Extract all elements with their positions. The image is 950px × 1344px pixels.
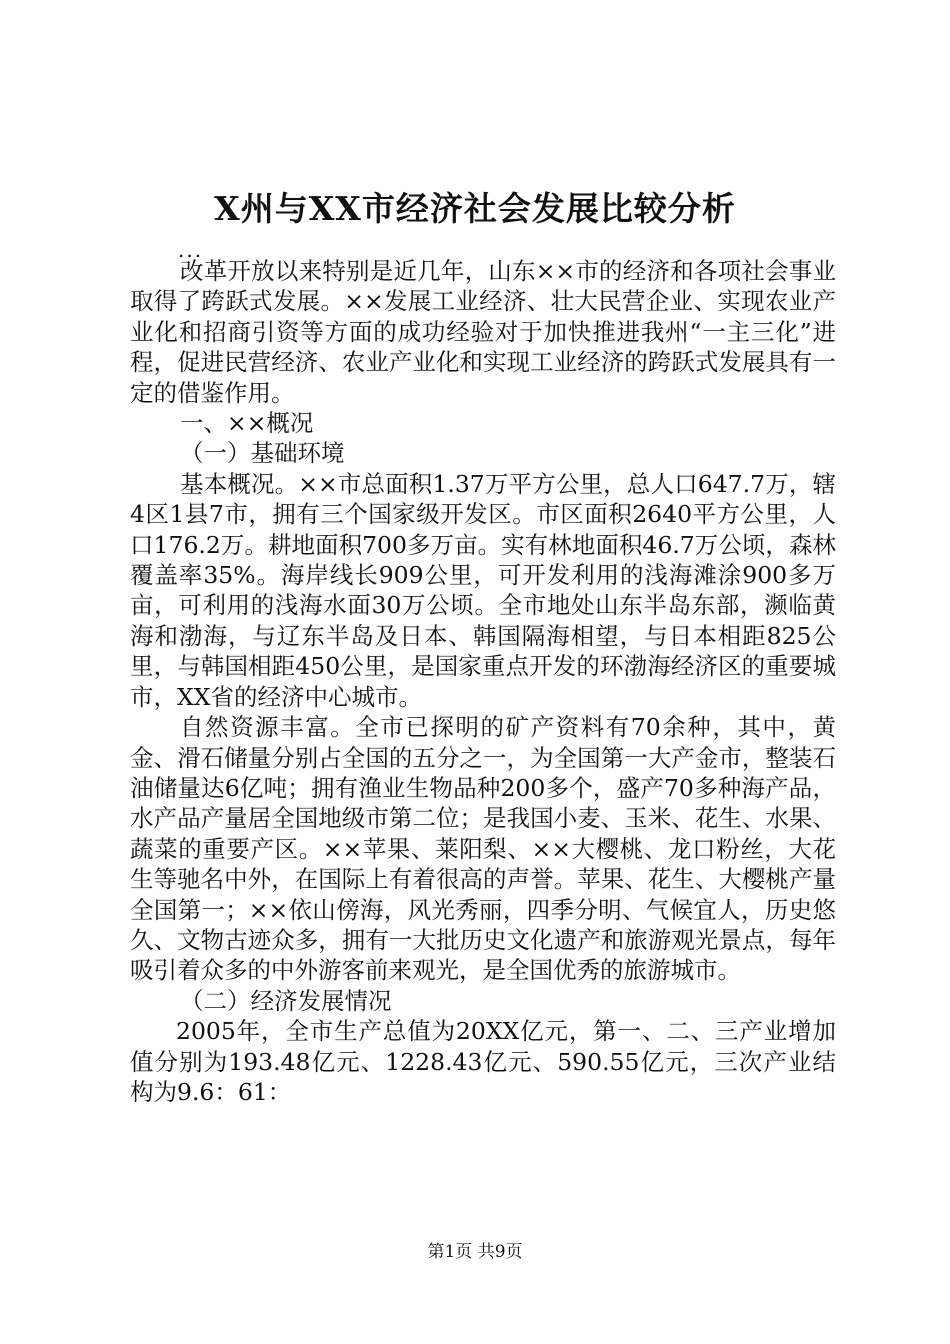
document-title: X州与XX市经济社会发展比较分析: [214, 189, 736, 228]
economy-paragraph: 2005年，全市生产总值为20XX亿元，第一、二、三产业增加值分别为193.48亿元、1228.43亿元、590.55亿元，三次产业结构为9.6：61：: [130, 1017, 836, 1106]
intro-paragraph: 改革开放以来特别是近几年，山东××市的经济和各项社会事业取得了跨跃式发展。××发展工业经济、壮大民营企业、实现农业产业化和招商引资等方面的成功经验对于加快推进我州“一主三化”进程，促进民营经济、农业产业化和实现工业经济的跨跃式发展具有一定的借鉴作用。: [130, 257, 836, 407]
section-heading-overview: 一、××概况: [180, 409, 314, 438]
natural-resources-paragraph: 自然资源丰富。全市已探明的矿产资料有70余种，其中，黄金、滑石储量分别占全国的五分之一，为全国第一大产金市，整装石油储量达6亿吨；拥有渔业生物品种200多个，盛产70多种海产品，水产品产量居全国地级市第二位；是我国小麦、玉米、花生、水果、蔬菜的重要产区。××苹果、莱阳梨、××大樱桃、龙口粉丝，大花生等驰名中外，在国际上有着很高的声誉。苹果、花生、大樱桃产量全国第一；××依山傍海，风光秀丽，四季分明、气候宜人，历史悠久、文物古迹众多，拥有一大批历史文化遗产和旅游观光景点，每年吸引着众多的中外游客前来观光，是全国优秀的旅游城市。: [130, 713, 836, 985]
ellipsis-marker: ...: [178, 238, 204, 262]
subsection-heading-basic-environment: （一）基础环境: [180, 439, 345, 468]
page-footer: 第1页 共9页: [427, 1242, 523, 1262]
basic-overview-paragraph: 基本概况。××市总面积1.37万平方公里，总人口647.7万，辖4区1县7市，拥有三个国家级开发区。市区面积2640平方公里，人口176.2万。耕地面积700多万亩。实有林地面积46.7万公顷，森林覆盖率35%。海岸线长909公里，可开发利用的浅海滩涂900多万亩，可利用的浅海水面30万公顷。全市地处山东半岛东部，濒临黄海和渤海，与辽东半岛及日本、韩国隔海相望，与日本相距825公里，与韩国相距450公里，是国家重点开发的环渤海经济区的重要城市，XX省的经济中心城市。: [130, 469, 836, 711]
subsection-heading-economy: （二）经济发展情况: [180, 986, 392, 1015]
document-body: [130, 256, 836, 1107]
